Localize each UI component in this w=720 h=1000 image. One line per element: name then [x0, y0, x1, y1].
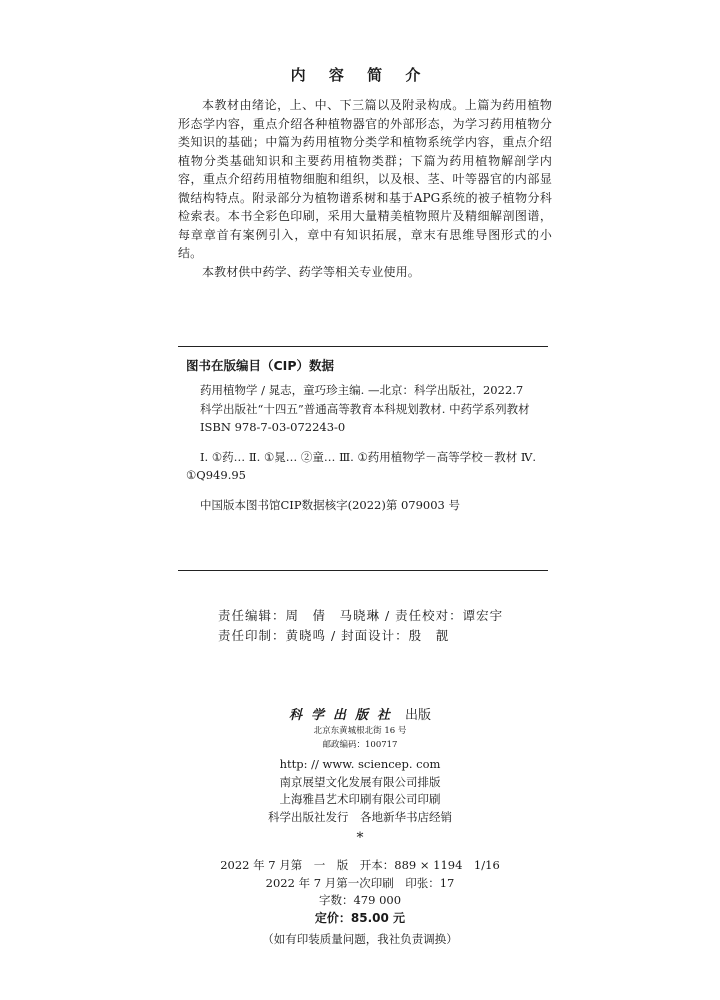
cip-entry: 药用植物学 / 晁志，童巧珍主编. —北京：科学出版社，2022.7	[200, 383, 524, 397]
summary-title: 内 容 简 介	[290, 66, 430, 84]
publisher-line	[0, 704, 720, 723]
publisher-typeset: 南京展望文化发展有限公司排版	[279, 774, 441, 789]
cip-subjects: Ⅰ. ①药… Ⅱ. ①晁… ②童… Ⅲ. ①药用植物学－高等学校－教材 Ⅳ. ①Q949.95	[186, 449, 537, 482]
editor-credits	[218, 606, 503, 646]
editor-credit-line: 责任编辑：周 倩 马晓琳 / 责任校对：谭宏宇	[218, 608, 504, 623]
separator-asterisk: *	[356, 830, 364, 846]
publisher-url: http: // www. sciencep. com	[279, 757, 441, 771]
spec-printing: 2022 年 7 月第一次印刷 印张：17	[265, 875, 455, 890]
spec-edition: 2022 年 7 月第 一 版 开本：889 × 1194 1/16	[220, 858, 500, 872]
cip-record: 中国版本图书馆CIP数据核字(2022)第 079003 号	[200, 497, 461, 512]
publisher-printer: 上海雅昌艺术印刷有限公司印刷	[279, 792, 441, 806]
cip-body	[186, 381, 546, 514]
spec-wordcount: 字数：479 000	[318, 893, 402, 907]
cip-bottom-rule	[178, 570, 548, 571]
summary-body	[178, 96, 552, 281]
cip-isbn: ISBN 978-7-03-072243-0	[200, 420, 346, 434]
publisher-postcode: 邮政编码：100717	[322, 740, 398, 750]
summary-paragraph: 本教材供中药学、药学等相关专业使用。	[202, 264, 420, 279]
publisher-address: 北京东黄城根北街 16 号	[313, 726, 407, 736]
print-specs	[0, 857, 720, 949]
summary-paragraph: 本教材由绪论，上、中、下三篇以及附录构成。上篇为药用植物形态学内容，重点介绍各种植物器官的外部形态，为学习药用植物分类知识的基础；中篇为药用植物分类学和植物系统学内容，重点介绍植物分类基础知识和主要药用植物类群；下篇为药用植物解剖学内容，重点介绍药用植物细胞和组织，以及根、茎、叶等器官的内部显微结构特点。附录部分为植物谱系树和基于APG系统的被子植物分科检索表。本书全彩色印刷，采用大量精美植物照片及精细解剖图谱，每章章首有案例引入，章中有知识拓展，章末有思维导图形式的小结。	[178, 98, 552, 260]
cip-series: 科学出版社“十四五”普通高等教育本科规划教材. 中药学系列教材	[200, 401, 530, 416]
publisher-distribution: 科学出版社发行 各地新华书店经销	[268, 809, 452, 824]
spec-note: （如有印装质量问题，我社负责调换）	[262, 932, 458, 946]
publisher-brand: 科学出版社	[288, 708, 399, 723]
spec-price: 定价：85.00 元	[314, 910, 406, 925]
cip-top-rule	[178, 346, 548, 347]
cip-heading: 图书在版编目（CIP）数据	[186, 358, 334, 373]
publisher-info	[0, 724, 720, 846]
editor-credit-line: 责任印制：黄晓鸣 / 封面设计：殷 靓	[218, 628, 450, 643]
publisher-suffix: 出版	[405, 708, 432, 723]
